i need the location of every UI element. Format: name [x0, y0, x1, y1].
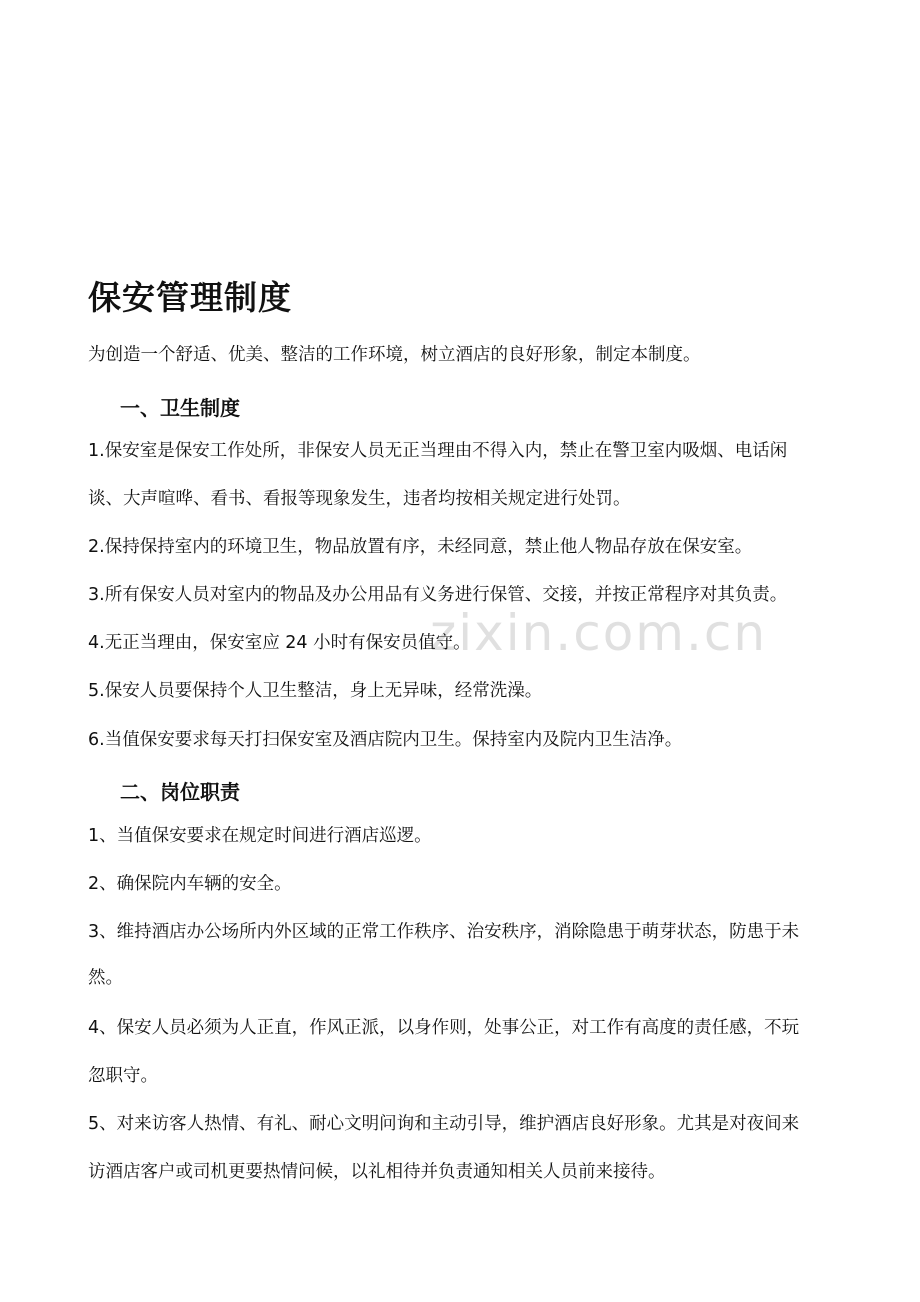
duties-line: 5、对来访客人热情、有礼、耐心文明问询和主动引导，维护酒店良好形象。尤其是对夜间来	[88, 1114, 800, 1134]
duties-line: 忽职守。	[88, 1066, 158, 1086]
duties-line: 4、保安人员必须为人正直，作风正派，以身作则，处事公正，对工作有高度的责任感，不玩	[88, 1018, 800, 1038]
duties-line: 访酒店客户或司机更要热情问候，以礼相待并负责通知相关人员前来接待。	[88, 1162, 666, 1182]
hygiene-line: 2.保持保持室内的环境卫生，物品放置有序，未经同意，禁止他人物品存放在保安室。	[88, 537, 753, 557]
page-title: 保安管理制度	[88, 278, 292, 317]
watermark-text: zixin.com.cn	[430, 604, 768, 662]
hygiene-line: 谈、大声喧哗、看书、看报等现象发生，违者均按相关规定进行处罚。	[88, 489, 631, 509]
hygiene-line: 3.所有保安人员对室内的物品及办公用品有义务进行保管、交接，并按正常程序对其负责。	[88, 585, 788, 605]
duties-line: 3、维持酒店办公场所内外区域的正常工作秩序、治安秩序，消除隐患于萌芽状态，防患于未	[88, 922, 800, 942]
hygiene-line: 5.保安人员要保持个人卫生整洁，身上无异味，经常洗澡。	[88, 681, 543, 701]
hygiene-line: 4.无正当理由，保安室应 24 小时有保安员值守。	[88, 633, 471, 653]
hygiene-line: 1.保安室是保安工作处所，非保安人员无正当理由不得入内，禁止在警卫室内吸烟、电话闲	[88, 441, 788, 461]
section-heading-hygiene: 一、卫生制度	[120, 396, 240, 420]
duties-line: 然。	[88, 968, 123, 988]
duties-line: 2、确保院内车辆的安全。	[88, 874, 292, 894]
hygiene-line: 6.当值保安要求每天打扫保安室及酒店院内卫生。保持室内及院内卫生洁净。	[88, 730, 683, 750]
intro-paragraph: 为创造一个舒适、优美、整洁的工作环境，树立酒店的良好形象，制定本制度。	[88, 345, 701, 365]
duties-line: 1、当值保安要求在规定时间进行酒店巡逻。	[88, 826, 432, 846]
section-heading-duties: 二、岗位职责	[120, 780, 240, 804]
